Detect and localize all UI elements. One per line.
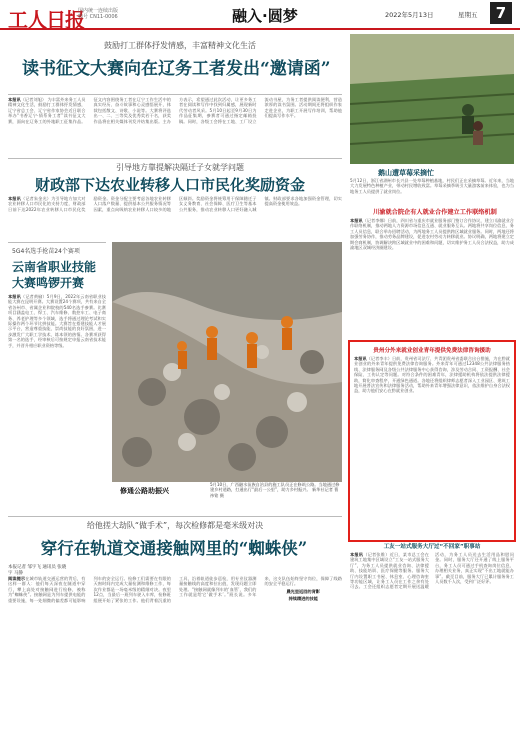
red-article-text: （记者李丰）日前，贵州省司法厅、共青团贵州省委联合出台措施，为在黔就业创业的外来青年提供免费法律咨询服务。外来青年可通过12348公共法律服务热线、法律服务网及各级公共法律服务中心获得咨询，涉及劳动合同、工资报酬、社会保险、工伤认定等问题。对符合条件的困难青年，法律援助机构将依法提供法律援助，简化审查程序，开通绿色通道。各地还将组织律师志愿者深入工业园区、建筑工地开展普法宣传和法律服务活动，帮助外来青年增强法律意识，依法维护自身合法权益，助力他们安心在黔就业创业。 <box>354 356 510 394</box>
farm-photo-caption: 鹅山遭草莓采摘忙 <box>378 169 434 177</box>
page-number: 7 <box>490 2 512 24</box>
issue-weekday: 星期五 <box>458 11 478 19</box>
article3-title-line2: 大赛鸣锣开赛 <box>12 276 85 290</box>
logo-subtitle: 国内统一连续出版物号 CN11-0006 <box>78 8 119 20</box>
article1-lead: 本报讯 <box>8 97 21 102</box>
bottom-article-text: 在城市轨道交通运营的背后，有这样一群人：他们每天深夜在隧道中穿行，攀上高处对接触网进行检修，被称为“蜘蛛侠”。接触网是为列车提供电能的重要设施，每一处细微的偏差都可能影响列车的安全运行。检修工们需要在有限的天窗时间内完成大量检测和维修工作，每次作业都是一场毫米级的精细对决。夜里12点，当最后一班列车驶入车库，检修班组便开始了紧张的工作。他们背着沉重的工具，沿着轨道徒步巡检，用专业仪器测量接触线的高度和拉出值，发现问题立即处理。“接触网就像列车的‘血管’，我们的工作就是给它‘做手术’。”班长说。多年来，这支队伍始终坚守岗位，保障了线路的安全平稳运行。 <box>8 576 342 603</box>
bottom-article-subhead2: 持续精进的技能 <box>288 596 318 602</box>
article2-title: 财政部下达农业转移人口市民化奖励资金 <box>34 176 305 194</box>
road-photo-image <box>112 242 342 482</box>
red-article-title: 贵州分外来就业创业青年提供免费法律咨询援助 <box>373 348 491 354</box>
right-article2-title: 工友一站式服务大厅过“不回家”职事站 <box>383 544 481 550</box>
bottom-article-body <box>8 576 342 740</box>
article3-title-line1: 云南省职业技能 <box>12 260 97 274</box>
right-article2-lead: 本报讯 <box>350 552 364 557</box>
article1-title: 读书征文大赛向在辽务工者发出“邀请函” <box>22 59 331 79</box>
bottom-article-title: 穿行在轨道交通接触网里的“蜘蛛侠” <box>40 539 308 558</box>
right-article1-text: （记者李娜）日前，四川省与重庆市就业服务部门签订合作协议，建立川渝就业合作联络机制，推动两地人力资源市场信息互通、就业服务互认。两地将共享岗位信息、务工人员信息，联合举办招聘活动，为两地务工人员提供跨区域就业服务。同时，两地还将加强劳务协作，推动劳务品牌建设，促进农村劳动力转移就业。协议明确，两地将建立定期会商机制，协调解决跨区域就业中的困难和问题，切实维护务工人员合法权益，助力成渝地区双城经济圈建设。 <box>350 218 514 251</box>
right-article2-body <box>350 552 514 740</box>
bottom-article-kicker: 给他搓大劫队“做手术”，每次检修都是毫米级对决 <box>86 521 264 530</box>
farm-photo <box>350 34 514 164</box>
right-article2-text: （记者张维）近日，某市总工会在建筑工地集中区域设立“工友一站式服务大厅”，为务工人员提供就业咨询、法律援助、技能培训、医疗保健等服务。服务大厅内设置职工书屋、休息室、心理咨询室等功能区域，让务工人员在工作之余有处可去。工会还组织志愿者定期开展送温暖活动，为务工人员送去生活用品和慰问金。同时，服务大厅还开通了线上服务平台，务工人员可通过手机查询岗位信息、办理相关业务，真正实现“不出工地就能办事”。截至目前，服务大厅已累计服务务工人员数千人次，受到广泛好评。 <box>350 552 514 590</box>
red-article-body <box>354 356 510 536</box>
farm-photo-text: 5月12日，浙江省湖州市长兴县一处草莓种植基地，村民们正在采摘草莓。近年来，当地大力发展特色种植产业，带动村民增收致富。草莓采摘季吸引大量游客前来体验，也为当地务工人员提供了就业岗位。 <box>350 178 514 194</box>
issue-date: 2022年5月13日 <box>385 11 434 19</box>
bottom-article-byline: 本报记者 邹宇飞 通讯员 张晓宇 马静 <box>8 565 67 576</box>
red-article-lead: 本报讯 <box>354 356 367 361</box>
article3-text: （记者黄榆）5月9日，2022年云南省职业技能大赛在昆明开赛。大赛设置24个赛项，共有来自全省各州市、省属企业和院校的540名选手参赛。比赛项目涵盖电工、焊工、汽车维修、数控车工、电子商务、养老护理等多个领域，选手将通过理论考试和实际操作两个环节比拼技能。大赛旨在搭建技能人才展示平台，营造尊重技能、崇尚技能的良好氛围，进一步激发广大职工学技术、练本领的热情。各赛项获得第一名的选手，经审核后可按规定申报云南省技术能手，并晋升相应职业资格等级。 <box>8 294 106 348</box>
divider <box>8 158 342 159</box>
article1-body <box>8 97 342 155</box>
article3-body <box>8 294 106 512</box>
article2-body <box>8 196 342 238</box>
masthead <box>0 0 520 30</box>
article3-kicker: 5G4名选手抢苗24个赛项 <box>12 248 80 255</box>
divider <box>8 516 342 517</box>
article1-text: （记者刘旭） 为丰富外来务工人员精神文化生活，鼓励打工群体抒发情感，辽宁省总工会、辽宁省作家协会近日联合举办“书香辽宁·情系务工者”读书征文大赛，面向在辽务工的外地职工征集作品。征文内容围绕务工者在辽宁工作生活中的真实经历、奋斗故事和心灵感悟展开，体裁包括散文、诗歌、小说等。大赛将评选出一、二、三等奖及优秀奖若干名，获奖作品将在相关媒体刊发并结集出版。主办方表示，希望通过此次活动，让更多务工者在阅读和写作中找到归属感，展现新时代劳动者风采。5月10日起至9月30日为作品征集期，参赛者可通过指定邮箱投稿。同时，各级工会将在工地、工厂设立流动书屋，为务工者提供阅读便利，营造浓厚的读书氛围。活动期间还将组织作家走进企业，为职工开展写作培训，帮助他们提高写作水平。 <box>8 97 342 124</box>
article3-lead: 本报讯 <box>8 294 21 299</box>
road-photo-caption: 5月10日，广西融水苗族自治县的施工队员正在修筑公路。当地通过修建乡村道路，打通出行“最后一公里”，助力乡村振兴。 新华社记者 曹祎铭 摄 <box>210 482 340 498</box>
article2-text: （记者朱金光）为引导地方加大对农业转移人口市民化的支持力度，财政部日前下达2022年农业转移人口市民化奖励资金。资金分配主要考虑各地农业转移人口落户数量、提供基本公共服务情况等因素，重点向吸纳农业转移人口较多的地区倾斜。奖励资金将统筹用于保障随迁子女义务教育、社会保障、医疗卫生等基本公共服务，推动农业转移人口更好融入城镇。财政部要求各地加强资金管理，切实提高资金使用效益。 <box>8 196 342 212</box>
divider <box>8 94 342 95</box>
bottom-article-lead: 阅读提示 <box>8 576 26 581</box>
road-photo <box>112 242 342 482</box>
farm-photo-image <box>350 34 514 164</box>
section-title: 融入·圆梦 <box>232 7 298 25</box>
right-article1-lead: 本报讯 <box>350 218 363 223</box>
article1-kicker: 鼓励打工群体抒发情感，丰富精神文化生活 <box>104 41 256 50</box>
divider <box>8 242 106 243</box>
highlighted-article <box>348 340 516 542</box>
article2-kicker: 引导地方靠提解决隔迁子女就学问题 <box>116 163 244 172</box>
road-photo-label: 修通公路助振兴 <box>120 487 169 495</box>
newspaper-logo: 工人日报 <box>8 8 84 32</box>
right-article1-body <box>350 218 514 336</box>
article2-lead: 本报讯 <box>8 196 21 201</box>
bottom-article-subhead1: 晨光里返回的背影 <box>286 588 320 594</box>
right-article1-title: 川渝就合院企有人就业合作建立工作联络机制 <box>373 209 497 216</box>
